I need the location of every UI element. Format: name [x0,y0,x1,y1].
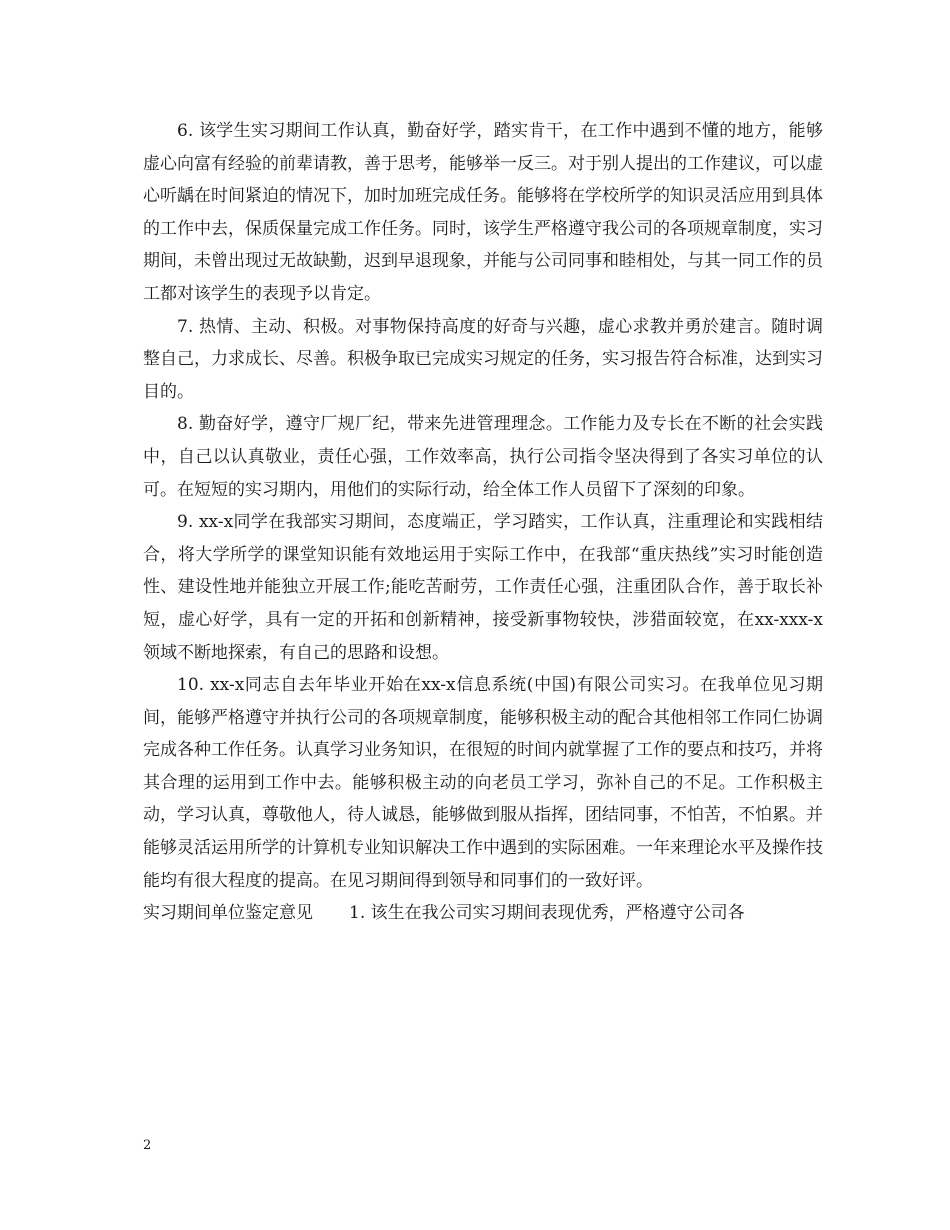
paragraph-7: 7. 热情、主动、积极。对事物保持高度的好奇与兴趣，虚心求教并勇於建言。随时调整自己，力求成长、尽善。积极争取已完成实习规定的任务，实习报告符合标准，达到实习目的。 [143,316,823,402]
paragraph-8: 8. 勤奋好学，遵守厂规厂纪，带来先进管理理念。工作能力及专长在不断的社会实践中，自己以认真敬业，责任心强，工作效率高，执行公司指令坚决得到了各实习单位的认可。在短短的实习期内，用他们的实际行动，给全体工作人员留下了深刻的印象。 [143,414,823,500]
paragraph-9: 9. xx-x同学在我部实习期间，态度端正，学习踏实，工作认真，注重理论和实践相结合，将大学所学的课堂知识能有效地运用于实际工作中，在我部“重庆热线”实习时能创造性、建设性地并能独立开展工作;能吃苦耐劳，工作责任心强，注重团队合作，善于取长补短，虚心好学，具有一定的开拓和创新精神，接受新事物较快，涉猎面较宽，在xx-xxx-x领域不断地探索，有自己的思路和设想。 [143,512,823,663]
paragraph-6: 6. 该学生实习期间工作认真，勤奋好学，踏实肯干，在工作中遇到不懂的地方，能够虚心向富有经验的前辈请教，善于思考，能够举一反三。对于别人提出的工作建议，可以虚心听龋在时间紧迫的情况下，加时加班完成任务。能够将在学校所学的知识灵活应用到具体的工作中去，保质保量完成工作任务。同时，该学生严格遵守我公司的各项规章制度，实习期间，未曾出现过无故缺勤，迟到早退现象，并能与公司同事和睦相处，与其一同工作的员工都对该学生的表现予以肯定。 [143,121,823,304]
paragraph-10: 10. xx-x同志自去年毕业开始在xx-x信息系统(中国)有限公司实习。在我单位见习期间，能够严格遵守并执行公司的各项规章制度，能够积极主动的配合其他相邻工作同仁协调完成各种工作任务。认真学习业务知识，在很短的时间内就掌握了工作的要点和技巧，并将其合理的运用到工作中去。能够积极主动的向老员工学习，弥补自己的不足。工作积极主动，学习认真，尊敬他人，待人诚恳，能够做到服从指挥，团结同事，不怕苦，不怕累。并能够灵活运用所学的计算机专业知识解决工作中遇到的实际困难。一年来理论水平及操作技能均有很大程度的提高。在见习期间得到领导和同事们的一致好评。 [143,675,823,891]
closing-text: 1. 该生在我公司实习期间表现优秀，严格遵守公司各 [349,903,745,924]
page-number: 2 [143,1138,152,1153]
document-body [143,115,823,930]
closing-line [143,897,823,930]
closing-heading: 实习期间单位鉴定意见 [143,903,313,924]
